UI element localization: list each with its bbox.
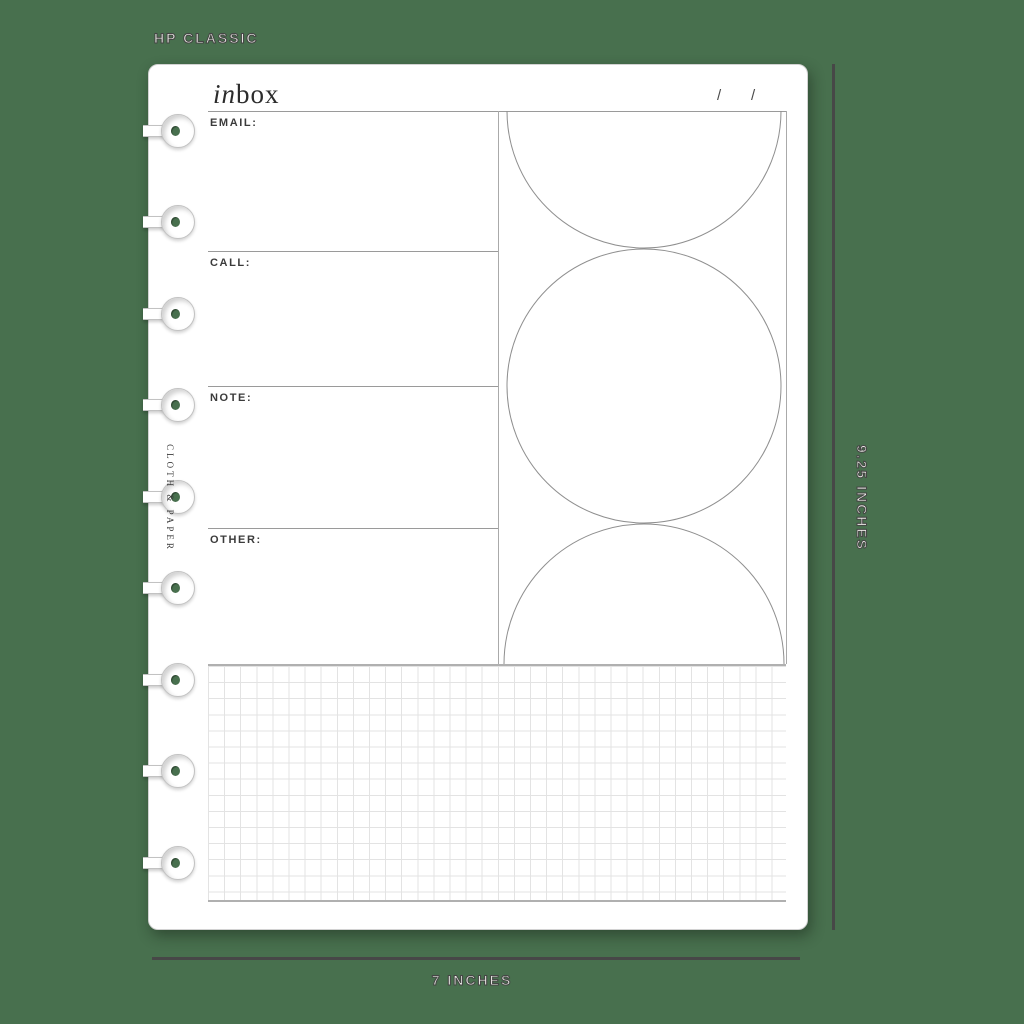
binder-disc — [143, 751, 199, 791]
height-dimension-line — [832, 64, 835, 930]
disc-hole — [171, 858, 180, 868]
binder-disc — [143, 385, 199, 425]
decorative-circles — [498, 111, 786, 664]
date-slash: / — [717, 87, 722, 104]
section-rule — [208, 251, 498, 252]
width-dimension-line — [152, 957, 800, 960]
section-label-note: NOTE: — [210, 392, 253, 404]
disc-hole — [171, 583, 180, 593]
section-label-call: CALL: — [210, 257, 251, 269]
date-slash: / — [751, 87, 756, 104]
panel-right-rule — [786, 111, 787, 664]
size-label: HP CLASSIC — [154, 30, 259, 46]
disc-hole — [171, 400, 180, 410]
page-title — [213, 79, 280, 110]
section-label-other: OTHER: — [210, 534, 262, 546]
brand-vertical-text: CLOTH & PAPER — [165, 444, 175, 552]
height-dimension-label: 9.25 INCHES — [854, 444, 870, 552]
page-title-italic-part: in — [213, 79, 237, 109]
binder-disc — [143, 660, 199, 700]
page-title-rest-part: box — [236, 79, 280, 109]
planner-page — [148, 64, 808, 930]
section-label-email: EMAIL: — [210, 117, 258, 129]
disc-hole — [171, 309, 180, 319]
disc-hole — [171, 217, 180, 227]
disc-hole — [171, 126, 180, 136]
section-rule — [208, 386, 498, 387]
disc-hole — [171, 766, 180, 776]
section-rule — [208, 528, 498, 529]
binder-disc — [143, 843, 199, 883]
binder-disc — [143, 202, 199, 242]
binder-disc — [143, 294, 199, 334]
binder-disc — [143, 111, 199, 151]
grid-notes-area — [208, 664, 786, 902]
bottom-semicircle — [504, 524, 784, 664]
top-semicircle — [507, 111, 781, 248]
disc-hole — [171, 675, 180, 685]
width-dimension-label: 7 INCHES — [431, 972, 513, 988]
binder-disc — [143, 568, 199, 608]
full-circle — [507, 249, 781, 523]
